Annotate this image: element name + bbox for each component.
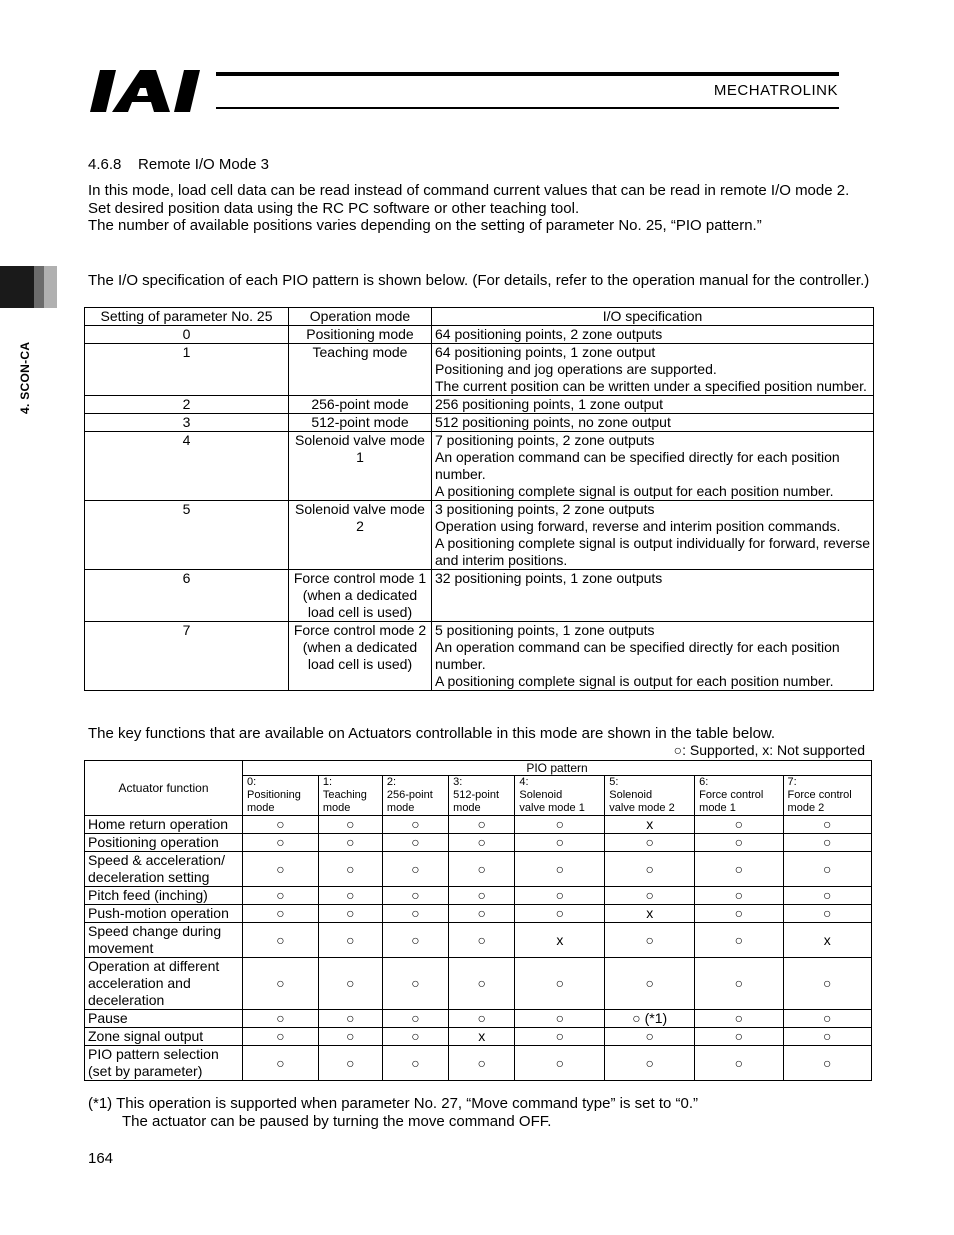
key-functions-intro: The key functions that are available on Actuators controllable in this mode are shown in the table below.: [88, 725, 776, 742]
pio-pattern-label-line: valve mode 2: [609, 802, 675, 814]
intro-line: The number of available positions varies depending on the setting of parameter No. 25, “PIO pattern.”: [88, 217, 762, 234]
io-mode-cell: Force control mode 1 (when a dedicated load cell is used): [289, 570, 432, 622]
support-mark-cell: ○: [243, 958, 319, 1010]
support-mark-cell: ○: [783, 887, 871, 905]
support-mark-cell: ○: [382, 887, 448, 905]
io-spec-line: 7 positioning points, 2 zone outputs: [435, 432, 655, 448]
pio-pattern-label-line: Force control: [787, 789, 852, 801]
function-row: [85, 923, 872, 958]
intro-paragraph: [88, 182, 878, 235]
io-spec-line: The current position can be written under a specified position number.: [435, 378, 867, 394]
io-spec-table: [84, 307, 874, 691]
support-mark-cell: ○: [695, 887, 783, 905]
io-row: [85, 501, 874, 570]
support-mark-cell: ○: [783, 1010, 871, 1028]
support-mark-cell: ○: [695, 1046, 783, 1081]
function-name-cell: Pitch feed (inching): [85, 887, 243, 905]
pio-pattern-label: [318, 776, 382, 816]
support-mark-cell: ○: [318, 816, 382, 834]
support-mark-cell: ○: [605, 887, 695, 905]
support-mark-cell: ○: [449, 958, 515, 1010]
function-name-cell: PIO pattern selection (set by parameter): [85, 1046, 243, 1081]
io-setting-cell: 5: [85, 501, 289, 570]
pio-pattern-label-line: Force control: [699, 789, 764, 801]
io-intro: The I/O specification of each PIO pattern is shown below. (For details, refer to the operation manual for the controller.): [88, 272, 870, 289]
support-mark-cell: ○: [318, 887, 382, 905]
support-mark-cell: ○: [515, 852, 605, 887]
io-row: [85, 622, 874, 691]
iai-logo: [90, 70, 202, 112]
io-spec-line: 32 positioning points, 1 zone outputs: [435, 570, 663, 586]
support-mark-cell: ○: [243, 905, 319, 923]
header-rule-thin: [216, 107, 839, 109]
pio-pattern-label-line: 4:: [519, 776, 529, 788]
support-mark-cell: ○: [243, 1010, 319, 1028]
function-row: [85, 905, 872, 923]
io-row: [85, 570, 874, 622]
io-spec-cell: [432, 570, 874, 622]
support-mark-cell: ○: [783, 958, 871, 1010]
support-mark-cell: ○: [318, 905, 382, 923]
support-mark-cell: ○: [695, 905, 783, 923]
io-spec-cell: [432, 396, 874, 414]
pio-pattern-label-line: 3:: [453, 776, 463, 788]
io-row: [85, 396, 874, 414]
intro-line: Set desired position data using the RC PC software or other teaching tool.: [88, 199, 580, 217]
function-name-cell: Speed change during movement: [85, 923, 243, 958]
support-mark-cell: ○: [382, 1046, 448, 1081]
io-header-mode: Operation mode: [289, 308, 432, 326]
io-spec-line: 64 positioning points, 1 zone output: [435, 344, 656, 360]
support-mark-cell: ○: [243, 1028, 319, 1046]
support-mark-cell: ○: [515, 1010, 605, 1028]
support-mark-cell: ○: [382, 905, 448, 923]
pio-pattern-label: [382, 776, 448, 816]
section-heading: 4.6.8 Remote I/O Mode 3: [88, 156, 269, 173]
chapter-tab: [0, 266, 57, 308]
io-spec-line: 256 positioning points, 1 zone output: [435, 396, 664, 412]
support-mark-cell: x: [449, 1028, 515, 1046]
support-mark-cell: ○: [605, 834, 695, 852]
support-mark-cell: x: [783, 923, 871, 958]
support-mark-cell: ○: [783, 816, 871, 834]
support-mark-cell: ○: [605, 1046, 695, 1081]
pio-pattern-label-line: valve mode 1: [519, 802, 585, 814]
io-setting-cell: 2: [85, 396, 289, 414]
support-mark-cell: ○: [449, 887, 515, 905]
io-spec-line: 5 positioning points, 1 zone outputs: [435, 622, 655, 638]
support-mark-cell: ○: [318, 852, 382, 887]
support-mark-cell: ○: [318, 1028, 382, 1046]
pio-pattern-label-line: 1:: [322, 776, 333, 788]
support-mark-cell: ○: [695, 852, 783, 887]
support-mark-cell: ○: [515, 887, 605, 905]
support-mark-cell: ○: [382, 816, 448, 834]
support-mark-cell: ○: [382, 1010, 448, 1028]
support-mark-cell: x: [605, 816, 695, 834]
support-mark-cell: ○: [783, 1046, 871, 1081]
io-spec-cell: [432, 622, 874, 691]
io-mode-cell: 512-point mode: [289, 414, 432, 432]
support-mark-cell: ○: [243, 923, 319, 958]
io-row: [85, 326, 874, 344]
pio-pattern-label-line: Solenoid: [609, 789, 653, 801]
support-mark-cell: ○: [783, 834, 871, 852]
function-name-cell: Positioning operation: [85, 834, 243, 852]
function-name-cell: Zone signal output: [85, 1028, 243, 1046]
function-row: [85, 958, 872, 1010]
actuator-function-header: Actuator function: [85, 761, 243, 816]
pio-pattern-label: [783, 776, 871, 816]
support-mark-cell: x: [605, 905, 695, 923]
io-spec-cell: [432, 414, 874, 432]
pio-pattern-label-line: 5:: [609, 776, 619, 788]
support-mark-cell: ○: [605, 958, 695, 1010]
support-mark-cell: ○: [449, 923, 515, 958]
pio-pattern-label: [515, 776, 605, 816]
footnote-line: (*1) This operation is supported when parameter No. 27, “Move command type” is set to “0.”: [88, 1095, 698, 1112]
support-mark-cell: ○: [695, 1028, 783, 1046]
product-name: MECHATROLINK: [713, 82, 838, 99]
page-number: 164: [88, 1150, 114, 1167]
function-row: [85, 1010, 872, 1028]
support-mark-cell: ○: [382, 852, 448, 887]
support-mark-cell: ○: [695, 923, 783, 958]
support-mark-cell: ○: [318, 1010, 382, 1028]
pio-pattern-label-line: 7:: [787, 776, 797, 788]
io-setting-cell: 3: [85, 414, 289, 432]
support-mark-cell: ○: [318, 834, 382, 852]
support-mark-cell: ○: [449, 816, 515, 834]
function-row: [85, 887, 872, 905]
support-mark-cell: ○: [449, 852, 515, 887]
io-mode-cell: 256-point mode: [289, 396, 432, 414]
function-name-cell: Push-motion operation: [85, 905, 243, 923]
io-setting-cell: 4: [85, 432, 289, 501]
support-mark-cell: ○: [318, 958, 382, 1010]
support-mark-cell: ○: [515, 958, 605, 1010]
io-spec-line: Positioning and jog operations are supported.: [435, 361, 717, 377]
pio-pattern-label-line: Teaching: [322, 789, 367, 801]
function-row: [85, 852, 872, 887]
function-name-cell: Operation at different acceleration and deceleration: [85, 958, 243, 1010]
io-row: [85, 432, 874, 501]
io-setting-cell: 6: [85, 570, 289, 622]
support-mark-cell: ○: [382, 834, 448, 852]
io-spec-line: A positioning complete signal is output individually for forward, reverse and interim positions.: [435, 535, 871, 568]
io-spec-line: A positioning complete signal is output for each position number.: [435, 483, 834, 499]
io-spec-cell: [432, 432, 874, 501]
function-name-cell: Speed & acceleration/ deceleration setting: [85, 852, 243, 887]
support-mark-cell: ○: [695, 958, 783, 1010]
chapter-side-label: 4. SCON-CA: [18, 341, 32, 414]
support-mark-cell: ○: [382, 958, 448, 1010]
support-mark-cell: ○ (*1): [605, 1010, 695, 1028]
support-mark-cell: ○: [605, 852, 695, 887]
io-setting-cell: 0: [85, 326, 289, 344]
pio-pattern-label: [695, 776, 783, 816]
support-mark-cell: ○: [783, 852, 871, 887]
support-mark-cell: ○: [515, 1046, 605, 1081]
support-mark-cell: ○: [449, 1046, 515, 1081]
io-spec-line: 3 positioning points, 2 zone outputs: [435, 501, 655, 517]
pio-pattern-label-line: Positioning: [247, 789, 301, 801]
pio-pattern-label: [605, 776, 695, 816]
pio-pattern-label-line: mode: [247, 802, 275, 814]
io-mode-cell: Teaching mode: [289, 344, 432, 396]
support-mark-cell: ○: [605, 1028, 695, 1046]
pio-pattern-label-line: 6:: [699, 776, 709, 788]
footnote: [88, 1095, 698, 1131]
io-row: [85, 414, 874, 432]
support-mark-cell: ○: [243, 852, 319, 887]
function-row: [85, 834, 872, 852]
io-mode-cell: Force control mode 2 (when a dedicated load cell is used): [289, 622, 432, 691]
pio-pattern-label-line: mode 2: [787, 802, 825, 814]
footnote-line: The actuator can be paused by turning the move command OFF.: [122, 1113, 552, 1130]
support-mark-cell: ○: [243, 834, 319, 852]
header-rule-thick: [216, 72, 839, 76]
support-mark-cell: ○: [382, 1028, 448, 1046]
support-mark-cell: ○: [515, 905, 605, 923]
pio-pattern-label-line: mode: [453, 802, 481, 814]
pio-pattern-label: [243, 776, 319, 816]
support-mark-cell: ○: [243, 816, 319, 834]
support-mark-cell: ○: [382, 923, 448, 958]
support-mark-cell: ○: [318, 923, 382, 958]
pio-pattern-label-line: Solenoid: [519, 789, 563, 801]
support-mark-cell: ○: [243, 1046, 319, 1081]
io-spec-line: 512 positioning points, no zone output: [435, 414, 671, 430]
pio-pattern-label-line: mode 1: [699, 802, 736, 814]
io-spec-cell: [432, 326, 874, 344]
pio-pattern-label-line: mode: [386, 802, 415, 814]
function-name-cell: Pause: [85, 1010, 243, 1028]
support-mark-cell: ○: [318, 1046, 382, 1081]
pio-pattern-label-line: 0:: [247, 776, 257, 788]
support-mark-cell: ○: [449, 905, 515, 923]
io-mode-cell: Solenoid valve mode 2: [289, 501, 432, 570]
io-mode-cell: Positioning mode: [289, 326, 432, 344]
legend: ○: Supported, x: Not supported: [673, 742, 865, 758]
support-mark-cell: ○: [515, 816, 605, 834]
support-mark-cell: ○: [449, 834, 515, 852]
io-spec-cell: [432, 344, 874, 396]
io-header-spec: I/O specification: [432, 308, 874, 326]
support-mark-cell: ○: [449, 1010, 515, 1028]
io-spec-cell: [432, 501, 874, 570]
io-spec-line: 64 positioning points, 2 zone outputs: [435, 326, 663, 342]
io-spec-line: Operation using forward, reverse and interim position commands.: [435, 518, 841, 534]
io-setting-cell: 7: [85, 622, 289, 691]
io-spec-line: A positioning complete signal is output for each position number.: [435, 673, 834, 689]
intro-line: In this mode, load cell data can be read instead of command current values that can be read in remote I/O mode 2.: [88, 182, 850, 199]
pio-pattern-header: PIO pattern: [243, 761, 872, 776]
support-mark-cell: ○: [515, 1028, 605, 1046]
pio-pattern-label-line: 256-point: [386, 789, 433, 801]
io-mode-cell: Solenoid valve mode 1: [289, 432, 432, 501]
support-mark-cell: ○: [783, 905, 871, 923]
pio-pattern-label: [449, 776, 515, 816]
pio-pattern-label-line: 2:: [386, 776, 397, 788]
support-mark-cell: ○: [515, 834, 605, 852]
io-row: [85, 344, 874, 396]
io-spec-line: An operation command can be specified directly for each position number.: [435, 449, 840, 482]
function-row: [85, 816, 872, 834]
support-mark-cell: ○: [695, 834, 783, 852]
io-setting-cell: 1: [85, 344, 289, 396]
support-mark-cell: ○: [243, 887, 319, 905]
function-row: [85, 1046, 872, 1081]
pio-pattern-label-line: mode: [322, 802, 351, 814]
support-mark-cell: ○: [605, 923, 695, 958]
support-mark-cell: ○: [695, 1010, 783, 1028]
function-row: [85, 1028, 872, 1046]
support-mark-cell: x: [515, 923, 605, 958]
io-spec-line: An operation command can be specified directly for each position number.: [435, 639, 840, 672]
pio-pattern-label-line: 512-point: [453, 789, 500, 801]
support-mark-cell: ○: [695, 816, 783, 834]
function-table: [84, 760, 872, 1081]
io-header-setting: Setting of parameter No. 25: [85, 308, 289, 326]
function-name-cell: Home return operation: [85, 816, 243, 834]
support-mark-cell: ○: [783, 1028, 871, 1046]
